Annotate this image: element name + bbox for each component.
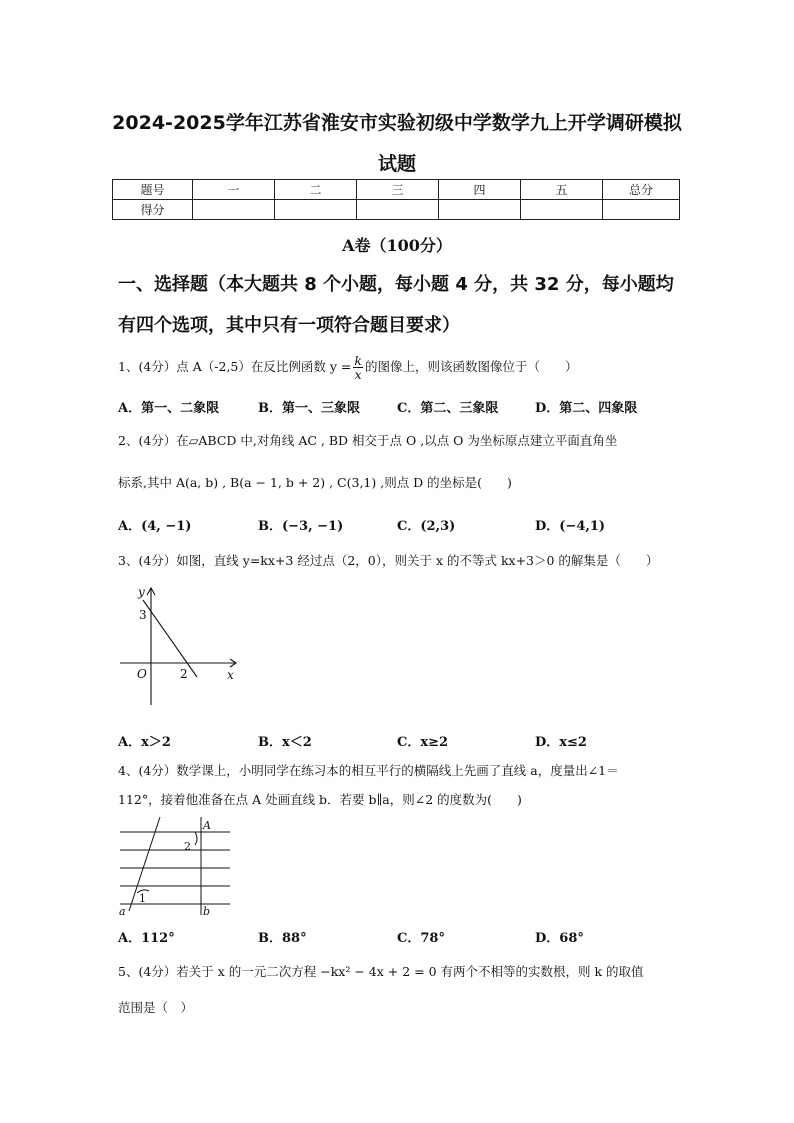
q3-option-d[interactable]: D．x≤2: [535, 735, 587, 750]
q2-option-b[interactable]: B．(−3, −1): [258, 519, 344, 534]
point-a-label: A: [203, 819, 211, 832]
q4-option-b[interactable]: B．88°: [258, 931, 307, 946]
q4-option-a[interactable]: A．112°: [118, 931, 175, 946]
angle-2-label: 2: [184, 840, 191, 853]
score-table-header-row: [113, 180, 680, 200]
q1-fraction-numerator: k: [354, 353, 362, 368]
row-label: 得分: [113, 200, 193, 220]
score-cell[interactable]: [193, 200, 275, 220]
q3-option-a[interactable]: A．x＞2: [118, 735, 171, 750]
q3-option-c[interactable]: C．x≥2: [397, 735, 449, 750]
header-cell: 二: [275, 180, 357, 200]
q1-option-a[interactable]: A．第一、二象限: [118, 401, 220, 416]
header-cell: 总分: [603, 180, 680, 200]
header-cell: 三: [357, 180, 439, 200]
q1-option-d[interactable]: D．第二、四象限: [535, 401, 638, 416]
x-axis-label: x: [227, 668, 234, 682]
angle-1-label: 1: [139, 892, 146, 905]
question-1: [118, 354, 688, 381]
origin-label: O: [137, 667, 147, 681]
question-5-line1: 5、(4分）若关于 x 的一元二次方程 −kx² − 4x + 2 = 0 有两个不相等的实数根，则 k 的取值: [118, 964, 644, 979]
q1-option-b[interactable]: B．第一、三象限: [258, 401, 360, 416]
q1-prefix: 1、(4分）点 A（-2,5）在反比例函数 y =: [118, 359, 352, 374]
score-table: [112, 179, 680, 220]
line-b-label: b: [203, 905, 211, 918]
q3-option-b[interactable]: B．x＜2: [258, 735, 312, 750]
section1-heading: [118, 264, 688, 346]
score-cell[interactable]: [275, 200, 357, 220]
q1-fraction: [353, 354, 363, 381]
score-cell[interactable]: [521, 200, 603, 220]
section1-heading-line2: 有四个选项，其中只有一项符合题目要求）: [118, 315, 460, 336]
angle-2-arc: [195, 832, 197, 845]
q4-option-d[interactable]: D．68°: [535, 931, 584, 946]
x-intercept-label: 2: [180, 667, 188, 681]
line-a-label: a: [119, 905, 126, 918]
q3-figure: [115, 583, 245, 708]
section1-heading-line1: 一、选择题（本大题共 8 个小题，每小题 4 分，共 32 分，每小题均: [118, 274, 674, 295]
paper-title-line1: 2024-2025学年江苏省淮安市实验初级中学数学九上开学调研模拟: [112, 112, 682, 134]
score-cell[interactable]: [357, 200, 439, 220]
q1-option-c[interactable]: C．第二、三象限: [397, 401, 499, 416]
score-cell[interactable]: [439, 200, 521, 220]
question-4-line2: 112°，接着他准备在点 A 处画直线 b．若要 b∥a，则∠2 的度数为( ): [118, 792, 522, 807]
q2-option-a[interactable]: A．(4, −1): [118, 519, 192, 534]
score-cell[interactable]: [603, 200, 680, 220]
question-5-line2: 范围是（ ）: [118, 1000, 194, 1015]
y-axis-label: y: [138, 585, 145, 599]
q2-option-c[interactable]: C．(2,3): [397, 519, 456, 534]
header-cell: 四: [439, 180, 521, 200]
score-table-score-row: [113, 200, 680, 220]
volume-a-heading: A卷（100分）: [342, 236, 452, 255]
paper-title-line2: 试题: [377, 153, 416, 175]
question-4-line1: 4、(4分）数学课上，小明同学在练习本的相互平行的横隔线上先画了直线 a，度量出∠1＝: [118, 763, 619, 778]
q4-option-c[interactable]: C．78°: [397, 931, 445, 946]
y-intercept-label: 3: [139, 608, 147, 622]
q1-fraction-denominator: x: [354, 367, 362, 382]
header-cell: 题号: [113, 180, 193, 200]
question-2-line1: 2、(4分）在▱ABCD 中,对角线 AC , BD 相交于点 O ,以点 O 为坐标原点建立平面直角坐: [118, 433, 618, 448]
question-2-line2: 标系,其中 A(a, b) , B(a − 1, b + 2) , C(3,1) ,则点 D 的坐标是( ): [118, 475, 512, 490]
q2-option-d[interactable]: D．(−4,1): [535, 519, 606, 534]
q4-figure: [115, 815, 235, 920]
header-cell: 五: [521, 180, 603, 200]
question-3: 3、(4分）如图，直线 y=kx+3 经过点（2，0），则关于 x 的不等式 kx+3＞0 的解集是（ ）: [118, 553, 659, 568]
header-cell: 一: [193, 180, 275, 200]
q1-suffix: 的图像上，则该函数图像位于（ ）: [364, 359, 578, 374]
